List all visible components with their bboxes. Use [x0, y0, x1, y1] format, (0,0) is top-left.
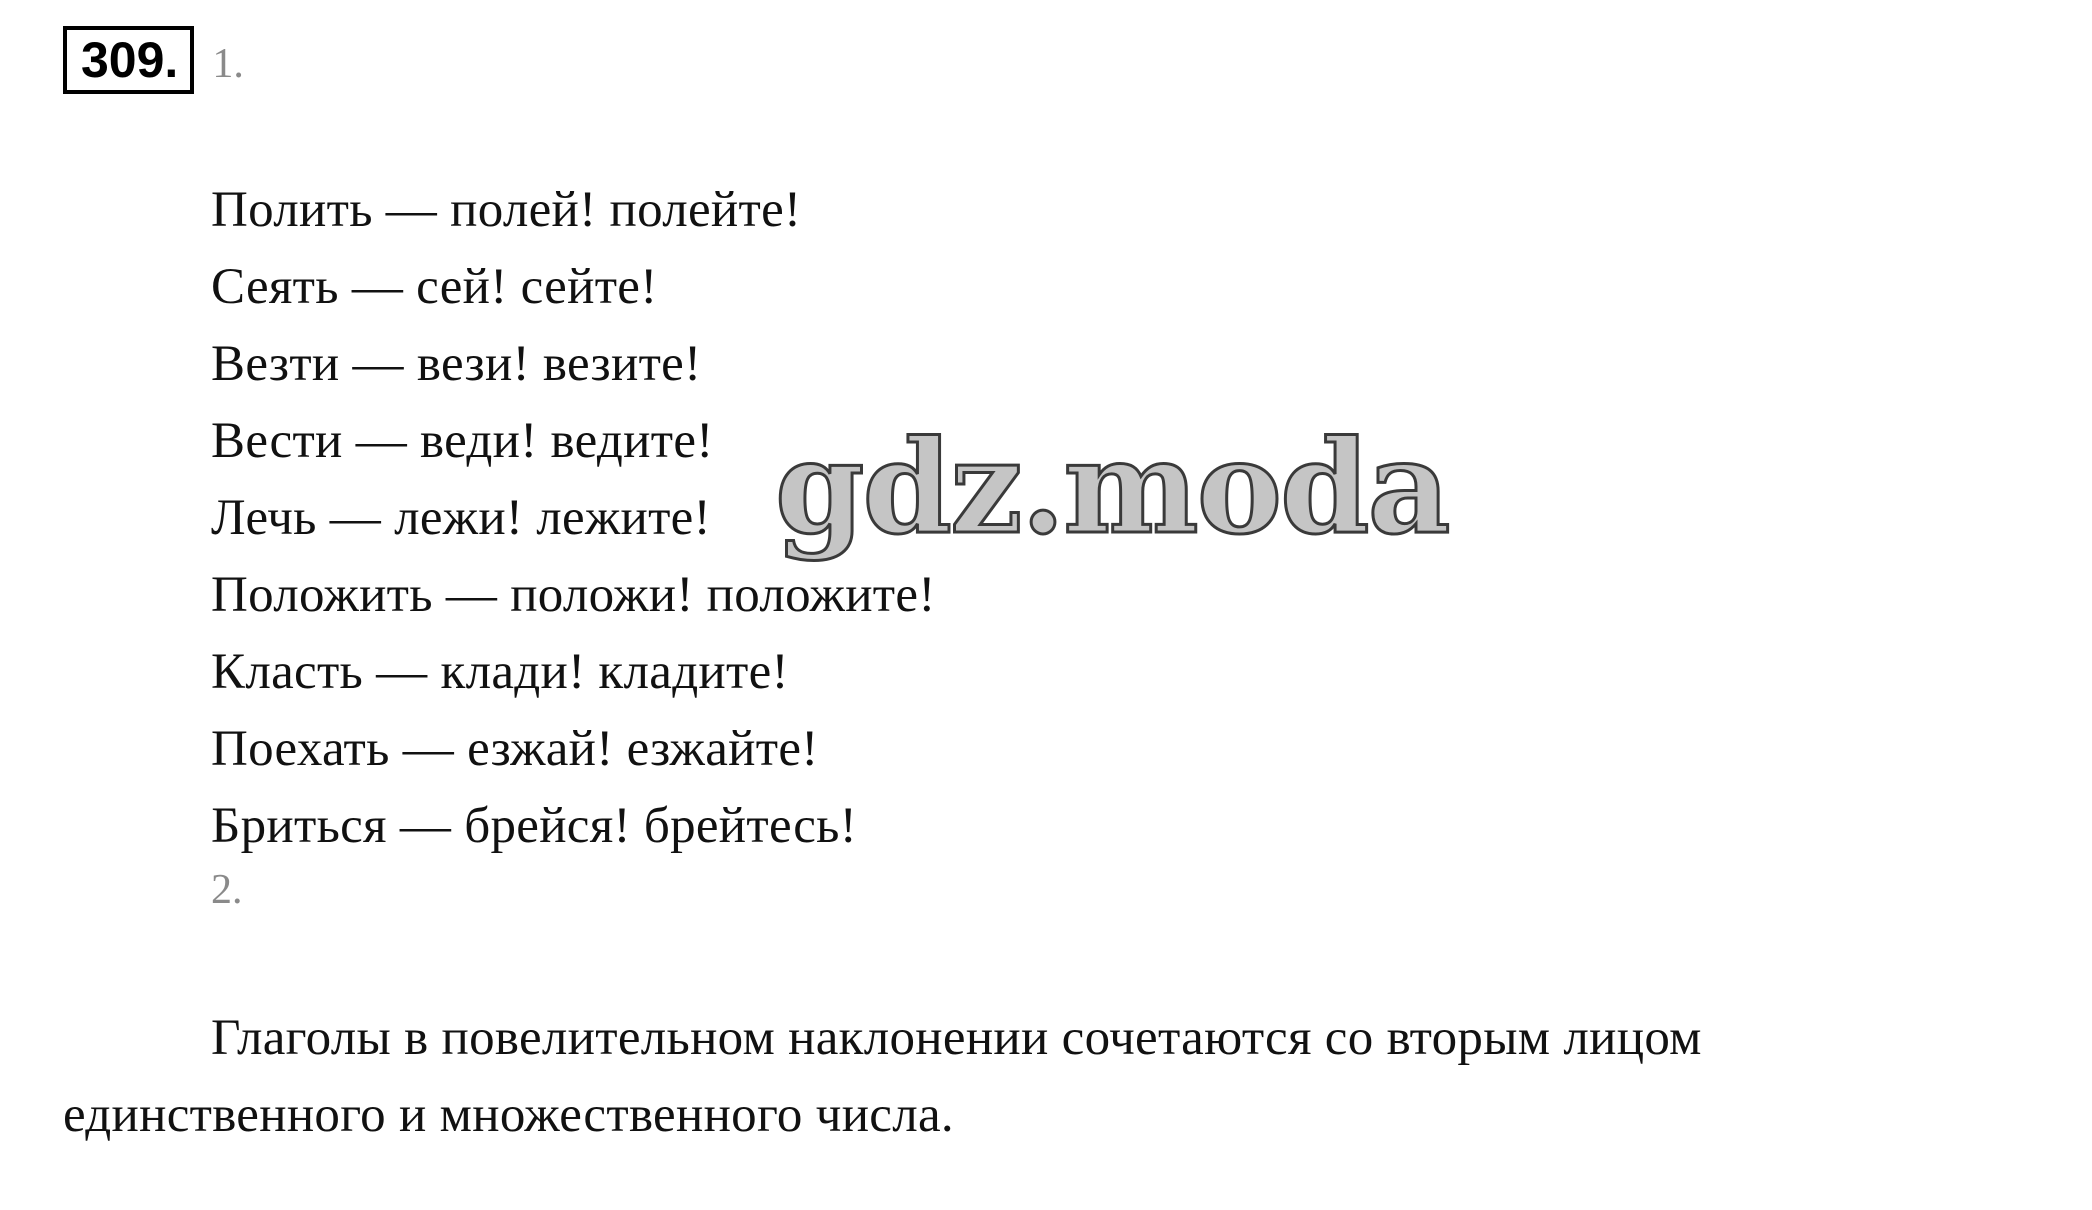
part-1-label: 1.: [212, 41, 244, 87]
verb-line: Поехать — езжай! езжайте!: [211, 721, 819, 777]
verb-line: Везти — вези! везите!: [211, 336, 702, 392]
part-2-label: 2.: [211, 867, 243, 913]
verb-line: Бриться — брейся! брейтесь!: [211, 798, 857, 854]
verb-list: [211, 172, 936, 865]
verb-line: Полить — полей! полейте!: [211, 182, 802, 238]
verb-line: Сеять — сей! сейте!: [211, 259, 658, 315]
task-number: 309.: [63, 26, 194, 94]
conclusion-paragraph: Глаголы в повелительном наклонении сочетаются со вторым лицом единственного и множественного числа.: [63, 1010, 1702, 1143]
verb-line: Лечь — лежи! лежите!: [211, 490, 711, 546]
watermark: gdz.moda: [775, 413, 1449, 563]
task-header: [63, 26, 244, 94]
verb-line: Вести — веди! ведите!: [211, 413, 714, 469]
verb-line: Положить — положи! положите!: [211, 567, 936, 623]
verb-line: Класть — клади! кладите!: [211, 644, 789, 700]
